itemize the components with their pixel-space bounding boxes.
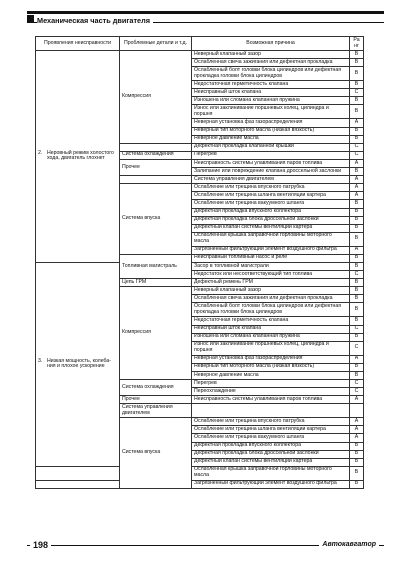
rank-cell: B — [350, 105, 364, 119]
cause-cell: Дефектный клапан системы вентиляции картера — [192, 224, 350, 232]
rank-cell: B — [350, 67, 364, 81]
cause-cell: Ослабленная свеча зажигания или дефектная прокладка — [192, 59, 350, 67]
cause-cell: Неисправный топливный насос и реле — [192, 254, 350, 262]
cause-cell: Ослабленный болт головки блока цилиндров или дефектная прокладка головки блока цилиндров — [192, 67, 350, 81]
cause-cell: Неверный клапанный зазор — [192, 287, 350, 295]
component-cell: Топливная магистраль — [120, 254, 192, 278]
table-row — [36, 466, 364, 480]
table-body — [36, 51, 364, 489]
component-cell: Система впуска — [120, 418, 192, 489]
cause-cell: Неверное давление масла — [192, 135, 350, 143]
rank-cell: C — [350, 380, 364, 388]
cause-cell: Дефектный ремень ГРМ — [192, 279, 350, 287]
page-title: Механическая часть двигателя — [37, 15, 153, 26]
cause-cell: Дефектная прокладка клапанной крышки — [192, 143, 350, 151]
cause-cell: Дефектная прокладка блока дроссельной заслонки — [192, 450, 350, 458]
component-cell: Прочее — [120, 396, 192, 404]
component-cell: Компрессия — [120, 287, 192, 380]
rank-cell: B — [350, 466, 364, 480]
cause-cell: Ослабленный болт головки блока цилиндров или дефектная прокладка головки блока цилиндров — [192, 303, 350, 317]
cause-cell: Ослабление или трещина вакуумного шланга — [192, 200, 350, 208]
rank-cell: B — [350, 458, 364, 466]
rank-cell: C — [350, 388, 364, 396]
cause-cell: Неверная установка фаз газораспределения — [192, 355, 350, 363]
rank-cell: B — [350, 51, 364, 59]
rank-cell: B — [350, 295, 364, 303]
column-header: Проявления неисправности — [36, 37, 120, 51]
cause-cell: Неверный тип моторного масла (низкая вязкость) — [192, 127, 350, 135]
symptom-number: 2. — [38, 149, 43, 156]
symptom-cell — [36, 262, 120, 466]
rank-cell: A — [350, 434, 364, 442]
cause-cell: Дефектная прокладка блока дроссельной заслонки — [192, 216, 350, 224]
rank-cell: B — [350, 303, 364, 317]
rank-cell: B — [350, 480, 364, 488]
rank-cell: C — [350, 341, 364, 355]
symptom-text: Низкая мощность, колебания и плохое ускорение — [47, 357, 111, 370]
rank-cell: B — [350, 208, 364, 216]
cause-cell: Ослабление или трещина впускного патрубка — [192, 184, 350, 192]
component-cell — [120, 143, 192, 151]
troubleshooting-table — [35, 36, 364, 489]
rank-cell: B — [350, 450, 364, 458]
table-row — [36, 262, 364, 270]
cause-cell: Недостаточная герметичность клапана — [192, 81, 350, 89]
column-header: Ранг — [350, 37, 364, 51]
cause-cell: Дефектный клапан системы вентиляции картера — [192, 458, 350, 466]
rank-cell: B — [350, 135, 364, 143]
rank-cell: A — [350, 184, 364, 192]
rank-cell: A — [350, 396, 364, 404]
cause-cell: Ослабление или трещина впускного патрубка — [192, 418, 350, 426]
header-marker — [27, 15, 34, 22]
cause-cell: Изношена или сломана клапанная пружина — [192, 333, 350, 341]
cause-cell: Неверная установка фаз газораспределения — [192, 119, 350, 127]
cause-cell: Недостаток или несоответствующий тип топлива — [192, 271, 350, 279]
rank-cell: C — [350, 143, 364, 151]
cause-cell: Дефектная прокладка впускного коллектора — [192, 208, 350, 216]
cause-cell: Ослабление или трещина шланга вентиляции картера — [192, 426, 350, 434]
column-header: Возможная причина — [192, 37, 350, 51]
cause-cell: Неверный тип моторного масла (низкая вязкость) — [192, 363, 350, 371]
cause-cell: Перегрев — [192, 380, 350, 388]
rank-cell: B — [350, 333, 364, 341]
rank-cell: B — [350, 287, 364, 295]
rank-cell: C — [350, 89, 364, 97]
cause-cell: Загрязненный фильтрующий элемент воздушного фильтра — [192, 246, 350, 254]
rank-cell: B — [350, 224, 364, 232]
cause-cell: Неисправность системы улавливания паров топлива — [192, 396, 350, 404]
rank-cell — [350, 404, 364, 418]
rank-cell: A — [350, 119, 364, 127]
rank-cell: B — [350, 216, 364, 224]
cause-cell: Ослабленная крышка заправочной горловины моторного масла — [192, 232, 350, 246]
cause-cell: Перегрев — [192, 151, 350, 159]
cause-cell — [192, 404, 350, 418]
cause-cell: Неисправный шток клапана — [192, 89, 350, 97]
symptom-text: Неровный режим холостого хода, двигатель глохнет — [47, 149, 114, 162]
cause-cell: Износ или заклинивание поршневых колец, цилиндра и поршня — [192, 105, 350, 119]
cause-cell: Ослабление или трещина вакуумного шланга — [192, 434, 350, 442]
cause-cell: Неверный клапанный зазор — [192, 51, 350, 59]
rank-cell: B — [350, 317, 364, 325]
symptom-cell — [36, 480, 120, 488]
rank-cell: C — [350, 325, 364, 333]
cause-cell: Изношена или сломана клапанная пружина — [192, 97, 350, 105]
rank-cell: C — [350, 271, 364, 279]
rank-cell: B — [350, 442, 364, 450]
component-cell: Система управления двигателем — [120, 404, 192, 418]
cause-cell: Неисправность системы улавливания паров топлива — [192, 159, 350, 167]
symptom-number: 3. — [38, 357, 43, 364]
cause-cell: Загрязненный фильтрующий элемент воздушного фильтра — [192, 480, 350, 488]
rank-cell: B — [350, 371, 364, 379]
table-header-row — [36, 37, 364, 51]
rank-cell: C — [350, 151, 364, 159]
rank-cell: B — [350, 127, 364, 135]
cause-cell: Засор в топливной магистрали — [192, 262, 350, 270]
rank-cell: B — [350, 59, 364, 67]
rank-cell: B — [350, 168, 364, 176]
cause-cell: Дефектная прокладка впускного коллектора — [192, 442, 350, 450]
rank-cell: A — [350, 418, 364, 426]
rank-cell: A — [350, 426, 364, 434]
component-cell: Компрессия — [120, 51, 192, 144]
rank-cell: A — [350, 176, 364, 184]
cause-cell: Ослабление или трещина шланга вентиляции картера — [192, 192, 350, 200]
component-cell: Прочее — [120, 159, 192, 175]
symptom-cell — [36, 466, 120, 480]
rank-cell: B — [350, 200, 364, 208]
cause-cell: Ослабленная свеча зажигания или дефектная прокладка — [192, 295, 350, 303]
rank-cell: B — [350, 262, 364, 270]
rank-cell: B — [350, 254, 364, 262]
cause-cell: Ослабленная крышка заправочной горловины моторного масла — [192, 466, 350, 480]
rank-cell: B — [350, 279, 364, 287]
component-cell: Цепь ГРМ — [120, 279, 192, 287]
cause-cell: Неисправный шток клапана — [192, 325, 350, 333]
rank-cell: B — [350, 232, 364, 246]
page-number: 198 — [30, 540, 51, 550]
cause-cell: Неверное давление масла — [192, 371, 350, 379]
rank-cell: A — [350, 355, 364, 363]
rank-cell: B — [350, 81, 364, 89]
component-cell — [120, 176, 192, 184]
column-header: Проблемные детали и т.д. — [120, 37, 192, 51]
table-row — [36, 51, 364, 59]
cause-cell: Переохлаждение — [192, 388, 350, 396]
component-cell: Система впуска — [120, 184, 192, 255]
footer-brand: Автокавгатор — [319, 541, 379, 548]
rank-cell: B — [350, 363, 364, 371]
cause-cell: Залипание или повреждение клапана дроссельной заслонки — [192, 168, 350, 176]
cause-cell: Износ или заклинивание поршневых колец, цилиндра и поршня — [192, 341, 350, 355]
component-cell: Система охлаждения — [120, 380, 192, 396]
header-rule — [27, 11, 384, 14]
table-row — [36, 480, 364, 488]
cause-cell: Система управления двигателем — [192, 176, 350, 184]
component-cell: Система охлаждения — [120, 151, 192, 159]
rank-cell: A — [350, 159, 364, 167]
rank-cell: A — [350, 192, 364, 200]
rank-cell: B — [350, 97, 364, 105]
cause-cell: Недостаточная герметичность клапана — [192, 317, 350, 325]
symptom-cell — [36, 51, 120, 263]
rank-cell: A — [350, 246, 364, 254]
